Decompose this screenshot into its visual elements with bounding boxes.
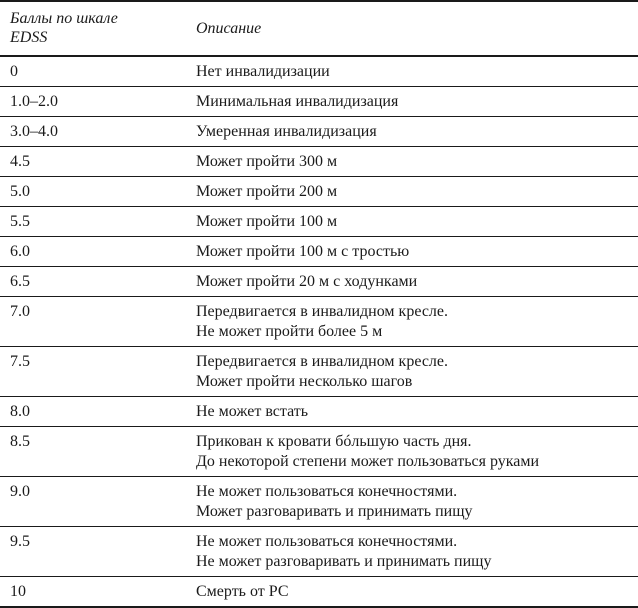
description-cell (186, 267, 638, 297)
description-line: Минимальная инвалидизация (196, 93, 399, 110)
description-line: Передвигается в инвалидном кресле. (196, 353, 449, 370)
table-row (0, 427, 638, 477)
score-cell: 3.0–4.0 (0, 117, 186, 147)
score-cell: 9.0 (0, 477, 186, 527)
score-cell: 6.5 (0, 267, 186, 297)
header-score (0, 1, 186, 56)
table-row (0, 397, 638, 427)
description-line: Может разговаривать и принимать пищу (196, 503, 473, 520)
description-line: Передвигается в инвалидном кресле. (196, 303, 449, 320)
score-cell: 1.0–2.0 (0, 87, 186, 117)
description-line: Прикован к кровати бóльшую часть дня. (196, 433, 472, 450)
score-cell: 7.5 (0, 347, 186, 397)
description-cell (186, 177, 638, 207)
score-cell: 8.0 (0, 397, 186, 427)
score-cell: 5.5 (0, 207, 186, 237)
description-line: Смерть от РС (196, 583, 289, 600)
description-line: Может пройти 100 м (196, 213, 338, 230)
description-line: Не может встать (196, 403, 309, 420)
description-cell (186, 527, 638, 577)
table-row (0, 207, 638, 237)
score-cell: 4.5 (0, 147, 186, 177)
description-line: Не может пользоваться конечностями. (196, 533, 458, 550)
description-line: До некоторой степени может пользоваться руками (196, 453, 540, 470)
table-row (0, 347, 638, 397)
description-line: Не может пользоваться конечностями. (196, 483, 458, 500)
table-row (0, 56, 638, 87)
header-description: Описание (186, 1, 638, 56)
description-line: Не может разговаривать и принимать пищу (196, 553, 492, 570)
table-row (0, 297, 638, 347)
description-cell (186, 117, 638, 147)
description-cell (186, 397, 638, 427)
table-row (0, 577, 638, 608)
description-cell (186, 477, 638, 527)
table-row (0, 117, 638, 147)
table-header-row (0, 1, 638, 56)
table-row (0, 237, 638, 267)
score-cell: 5.0 (0, 177, 186, 207)
table-row (0, 87, 638, 117)
score-cell: 10 (0, 577, 186, 608)
description-cell (186, 147, 638, 177)
table-row (0, 147, 638, 177)
score-cell: 6.0 (0, 237, 186, 267)
description-cell (186, 297, 638, 347)
description-line: Может пройти 20 м с ходунками (196, 273, 418, 290)
description-cell (186, 577, 638, 608)
description-cell (186, 207, 638, 237)
description-cell (186, 56, 638, 87)
description-cell (186, 237, 638, 267)
table-row (0, 477, 638, 527)
table-row (0, 177, 638, 207)
table-row (0, 267, 638, 297)
score-cell: 9.5 (0, 527, 186, 577)
score-cell: 0 (0, 56, 186, 87)
description-line: Может пройти 100 м с тростью (196, 243, 410, 260)
header-score-line-2: EDSS (10, 29, 48, 46)
table-body (0, 56, 638, 607)
description-cell (186, 427, 638, 477)
description-line: Может пройти 200 м (196, 183, 338, 200)
description-cell (186, 87, 638, 117)
table-row (0, 527, 638, 577)
description-line: Может пройти несколько шагов (196, 373, 413, 390)
description-cell (186, 347, 638, 397)
description-line: Умеренная инвалидизация (196, 123, 377, 140)
score-cell: 8.5 (0, 427, 186, 477)
header-score-line-1: Баллы по шкале (10, 10, 118, 27)
description-line: Может пройти 300 м (196, 153, 338, 170)
description-line: Не может пройти более 5 м (196, 323, 383, 340)
score-cell: 7.0 (0, 297, 186, 347)
description-line: Нет инвалидизации (196, 63, 330, 80)
